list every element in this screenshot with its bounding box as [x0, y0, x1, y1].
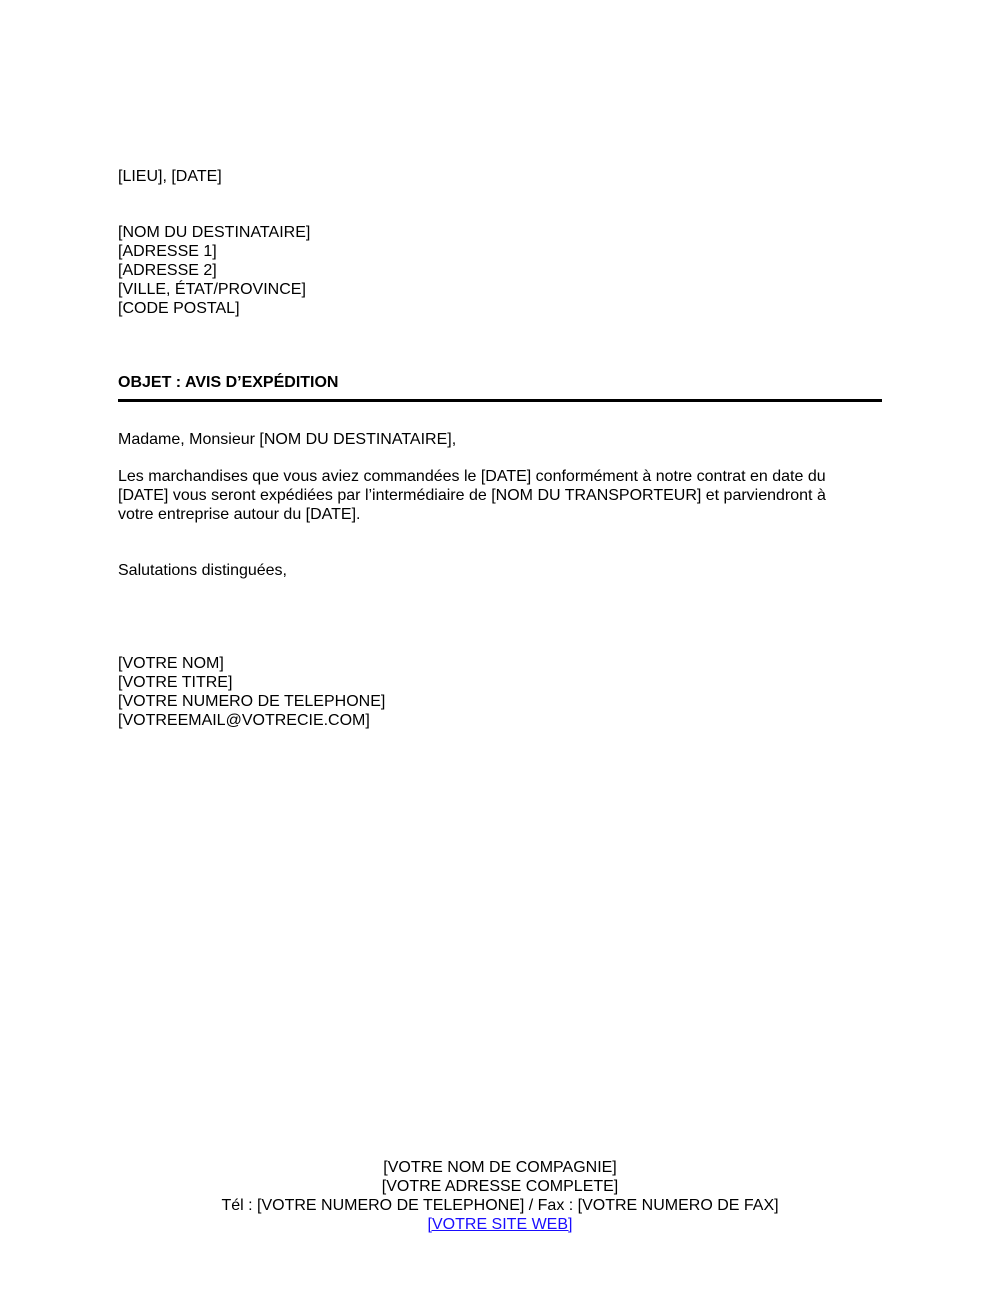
subject-divider [118, 399, 882, 402]
footer-website-link[interactable]: [VOTRE SITE WEB] [427, 1216, 573, 1233]
recipient-address-2: [ADRESSE 2] [118, 262, 217, 279]
recipient-postal-code: [CODE POSTAL] [118, 300, 240, 317]
footer-address: [VOTRE ADRESSE COMPLETE] [381, 1178, 619, 1195]
signature-block [118, 654, 888, 730]
recipient-name: [NOM DU DESTINATAIRE] [118, 224, 311, 241]
salutation-line [118, 430, 888, 449]
body-line: Les marchandises que vous aviez commandées le [DATE] conformément à notre contrat en date du [118, 468, 826, 485]
footer-contact: Tél : [VOTRE NUMERO DE TELEPHONE] / Fax : [VOTRE NUMERO DE FAX] [221, 1197, 779, 1214]
recipient-address-block [118, 223, 888, 318]
place-date-text: [LIEU], [DATE] [118, 168, 222, 185]
body-line: votre entreprise autour du [DATE]. [118, 506, 361, 523]
closing-text: Salutations distinguées, [118, 562, 287, 579]
closing-line [118, 561, 888, 580]
subject-line [118, 373, 888, 392]
footer-company: [VOTRE NOM DE COMPAGNIE] [383, 1159, 617, 1176]
signature-title: [VOTRE TITRE] [118, 674, 233, 691]
subject-text: OBJET : AVIS D’EXPÉDITION [118, 374, 339, 391]
place-date-line [118, 167, 888, 186]
signature-name: [VOTRE NOM] [118, 655, 224, 672]
recipient-address-1: [ADRESSE 1] [118, 243, 217, 260]
page-footer [0, 1158, 1000, 1234]
signature-phone: [VOTRE NUMERO DE TELEPHONE] [118, 693, 386, 710]
body-line: [DATE] vous seront expédiées par l’intermédiaire de [NOM DU TRANSPORTEUR] et parviendront à [118, 487, 826, 504]
signature-email: [VOTREEMAIL@VOTRECIE.COM] [118, 712, 370, 729]
recipient-city-state: [VILLE, ÉTAT/PROVINCE] [118, 281, 306, 298]
salutation-text: Madame, Monsieur [NOM DU DESTINATAIRE], [118, 431, 457, 448]
body-paragraph [118, 467, 888, 524]
